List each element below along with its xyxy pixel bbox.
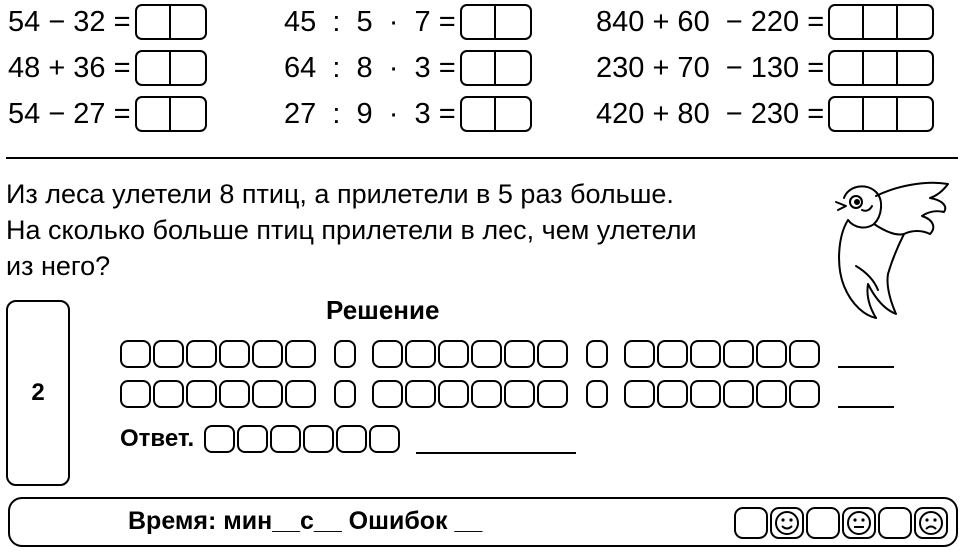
divider-line <box>6 157 958 159</box>
exercise-1-1: 54 − 32 = <box>8 4 207 40</box>
answer-boxes[interactable] <box>828 96 934 132</box>
solution-heading: Решение <box>326 295 440 325</box>
neutral-face-icon[interactable] <box>842 507 876 539</box>
operator-cell[interactable] <box>586 340 608 368</box>
exercise-2-2: 64 : 8 · 3 = <box>284 50 532 86</box>
empty-box[interactable] <box>734 507 768 539</box>
number-cells[interactable] <box>120 380 318 408</box>
number-cells[interactable] <box>372 340 570 368</box>
footer-bar <box>8 497 958 547</box>
operator-cell[interactable] <box>334 380 356 408</box>
exercise-3-2: 230 + 70 − 130 = <box>596 50 934 86</box>
answer-row <box>120 424 576 454</box>
answer-boxes[interactable] <box>135 50 207 86</box>
self-assessment <box>732 507 948 539</box>
answer-boxes[interactable] <box>828 4 934 40</box>
solution-row-1[interactable] <box>120 340 894 368</box>
footer-text: Время: мин__с__ Ошибок __ <box>128 507 483 535</box>
number-cells[interactable] <box>372 380 570 408</box>
operator-cell[interactable] <box>586 380 608 408</box>
unit-line[interactable] <box>838 366 894 368</box>
exercise-1-3: 54 − 27 = <box>8 96 207 132</box>
answer-boxes[interactable] <box>460 50 532 86</box>
task-number-badge: 2 <box>6 300 70 486</box>
exercise-3-3: 420 + 80 − 230 = <box>596 96 934 132</box>
answer-boxes[interactable] <box>460 4 532 40</box>
number-cells[interactable] <box>624 380 822 408</box>
answer-boxes[interactable] <box>460 96 532 132</box>
answer-boxes[interactable] <box>135 4 207 40</box>
exercise-1-2: 48 + 36 = <box>8 50 207 86</box>
empty-box[interactable] <box>878 507 912 539</box>
operator-cell[interactable] <box>334 340 356 368</box>
sad-face-icon[interactable] <box>914 507 948 539</box>
exercise-3-1: 840 + 60 − 220 = <box>596 4 934 40</box>
exercise-2-1: 45 : 5 · 7 = <box>284 4 532 40</box>
unit-line[interactable] <box>838 406 894 408</box>
word-problem: Из леса улетели 8 птиц, а прилетели в 5 раз больше. На сколько больше птиц прилетели в лес, чем улетели из него? <box>6 179 697 281</box>
solution-row-2[interactable] <box>120 380 894 408</box>
answer-cells[interactable] <box>204 425 402 453</box>
number-cells[interactable] <box>624 340 822 368</box>
smile-face-icon[interactable] <box>770 507 804 539</box>
answer-line[interactable] <box>416 452 576 454</box>
empty-box[interactable] <box>806 507 840 539</box>
answer-label: Ответ. <box>120 425 195 452</box>
answer-boxes[interactable] <box>828 50 934 86</box>
answer-boxes[interactable] <box>135 96 207 132</box>
bird-illustration <box>826 176 956 324</box>
exercise-2-3: 27 : 9 · 3 = <box>284 96 532 132</box>
number-cells[interactable] <box>120 340 318 368</box>
